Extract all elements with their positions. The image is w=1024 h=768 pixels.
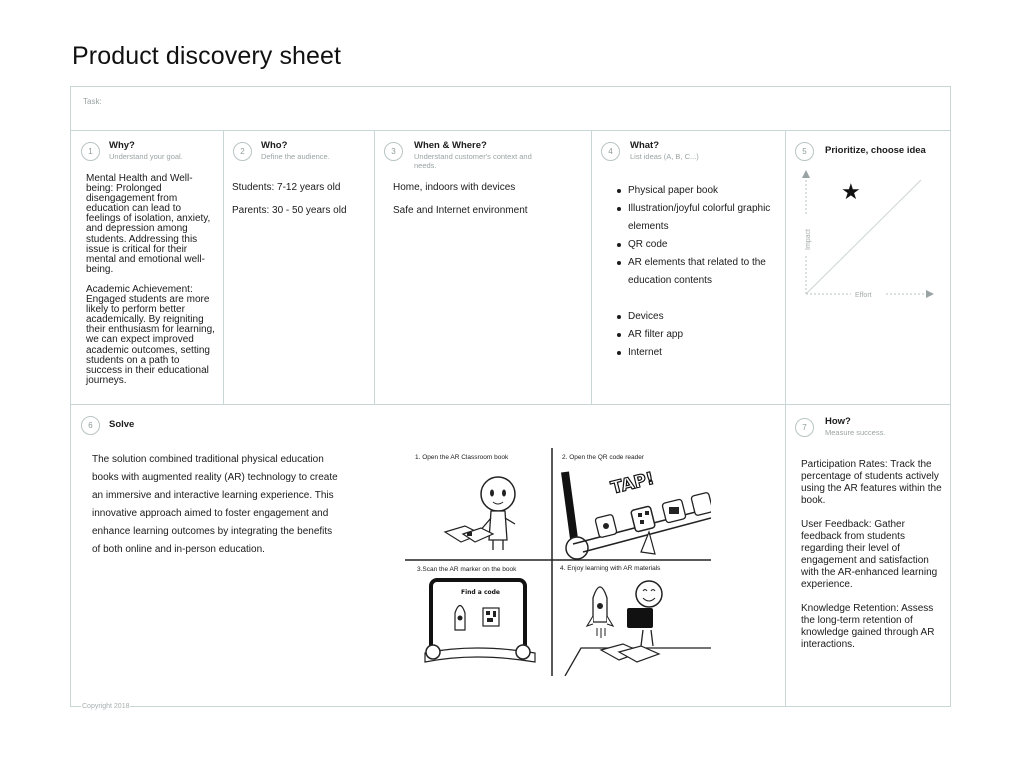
section-subtitle: Measure success. [825, 428, 886, 437]
list-item: Internet [616, 344, 776, 362]
context-line: Home, indoors with devices [393, 182, 516, 193]
diagonal-guide [806, 180, 921, 294]
section-subtitle: List ideas (A, B, C...) [630, 152, 699, 161]
list-item: Illustration/joyful colorful graphic elements [616, 200, 776, 236]
why-paragraph: Academic Achievement: Engaged students are more likely to perform better academically. By reigniting their enthusiasm for learning, we can expect improved academic outcomes, setting students on a path to success in their educational journeys. [86, 283, 215, 386]
impact-axis-label: Impact [805, 228, 812, 250]
comic-drawing [405, 448, 711, 676]
why-section [71, 130, 223, 404]
comic-caption: 2. Open the QR code reader [562, 454, 645, 461]
how-section [785, 404, 950, 707]
why-body [86, 174, 218, 396]
tap-label: TAP! [609, 468, 657, 499]
list-item: Physical paper book [616, 182, 776, 200]
how-body [801, 459, 947, 663]
page-title: Product discovery sheet [72, 42, 342, 70]
list-item: AR elements that related to the education contents [616, 254, 776, 290]
context-line: Safe and Internet environment [393, 205, 528, 216]
metric-paragraph: Knowledge Retention: Assess the long-term retention of knowledge gained through AR interactions. [801, 603, 935, 650]
arrow-right-icon [926, 290, 934, 298]
section-subtitle: Understand your goal. [109, 152, 183, 161]
solve-section [71, 404, 785, 707]
why-paragraph: Mental Health and Well-being: Prolonged disengagement from education can lead to feelings of isolation, anxiety, and depression among students. Addressing this issue is critical for their mental and emotional well-being. [86, 173, 211, 275]
list-item: QR code [616, 236, 776, 254]
impact-effort-chart [799, 168, 939, 302]
ar-comic-illustration [405, 448, 711, 676]
task-label: Task: [83, 97, 102, 106]
step-number: 4 [601, 142, 620, 161]
arrow-up-icon [802, 170, 810, 178]
section-subtitle: Define the audience. [261, 152, 330, 161]
section-title: How? [825, 416, 851, 427]
step-number: 5 [795, 142, 814, 161]
star-icon: ★ [841, 180, 861, 205]
section-title: When & Where? [414, 140, 487, 151]
find-code-label: Find a code [461, 589, 500, 596]
copyright: Copyright 2018 [82, 703, 130, 710]
comic-caption: 1. Open the AR Classroom book [415, 454, 509, 461]
section-title: Who? [261, 140, 288, 151]
prioritize-section [785, 130, 950, 404]
metric-paragraph: User Feedback: Gather feedback from students regarding their level of engagement and satisfaction with the AR-enhanced learning experience. [801, 519, 938, 590]
step-number: 3 [384, 142, 403, 161]
comic-caption: 4. Enjoy learning with AR materials [560, 565, 661, 572]
effort-axis-label: Effort [855, 292, 872, 299]
audience-line: Students: 7-12 years old [232, 182, 341, 193]
comic-caption: 3.Scan the AR marker on the book [417, 566, 517, 573]
section-subtitle: Understand customer's context and needs. [414, 152, 532, 170]
audience-line: Parents: 30 - 50 years old [232, 205, 347, 216]
step-number: 6 [81, 416, 100, 435]
what-section [591, 130, 785, 404]
who-section [223, 130, 374, 404]
section-title: Solve [109, 419, 135, 430]
list-item: Devices [616, 308, 776, 326]
step-number: 1 [81, 142, 100, 161]
solve-description: The solution combined traditional physical education books with augmented reality (AR) technology to create an immersive and interactive learning experience. This innovative approach aimed to foster engagement and enhance learning outcomes by integrating the benefits of both online and in-person education. [92, 454, 338, 555]
when-where-section [374, 130, 591, 404]
step-number: 2 [233, 142, 252, 161]
step-number: 7 [795, 418, 814, 437]
list-spacer [616, 290, 776, 308]
section-title: What? [630, 140, 660, 151]
discovery-sheet [70, 86, 951, 710]
list-item: AR filter app [616, 326, 776, 344]
ideas-list [616, 182, 776, 362]
section-title: Prioritize, choose idea [825, 145, 926, 156]
section-title: Why? [109, 140, 135, 151]
metric-paragraph: Participation Rates: Track the percentage of students actively using the AR features within the book. [801, 459, 942, 506]
